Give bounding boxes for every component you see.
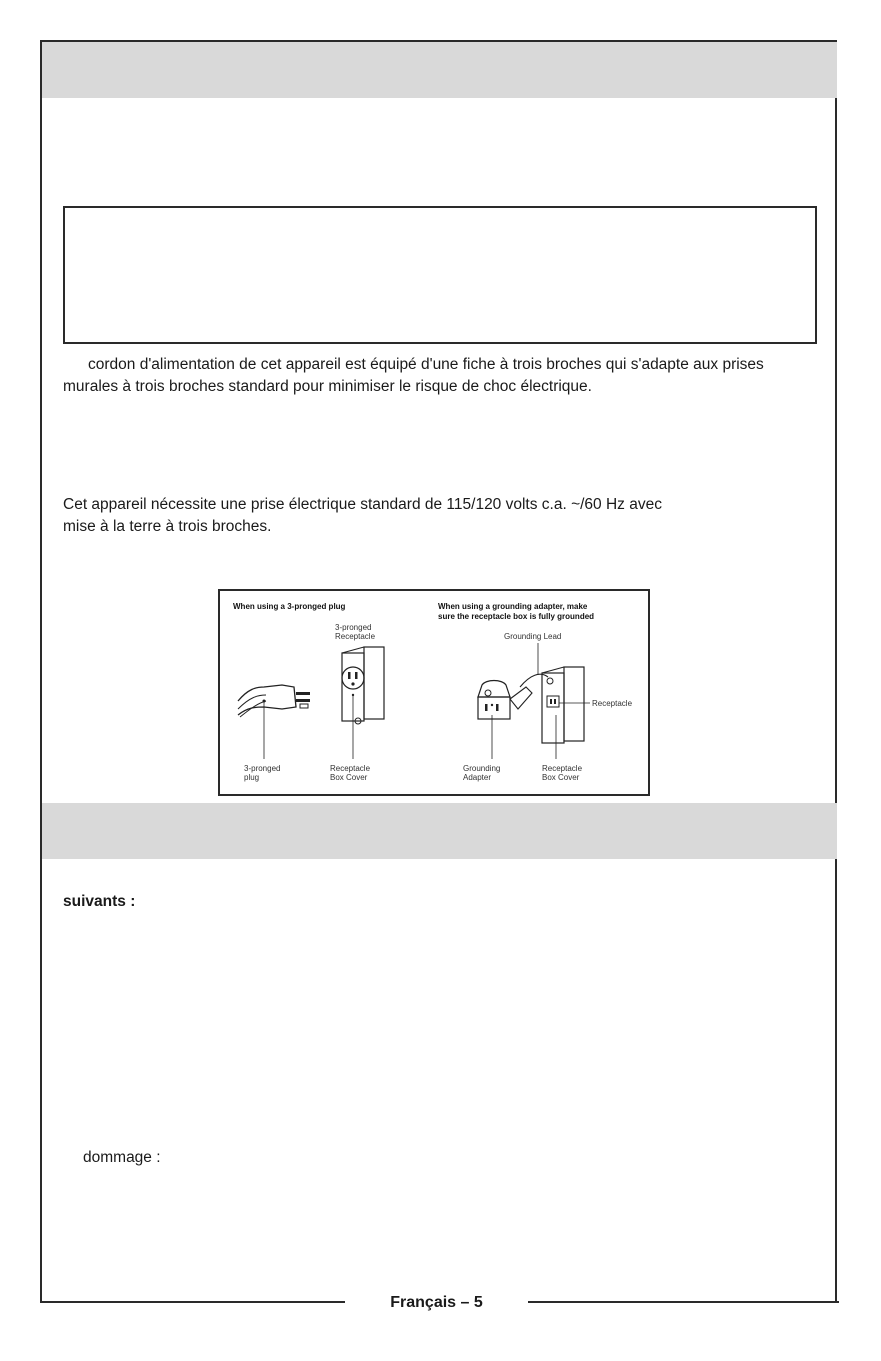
label-box-cover-left-line1: Receptacle [330, 764, 371, 773]
section-header-band [42, 42, 837, 98]
figure-right-heading-line1: When using a grounding adapter, make [438, 602, 588, 611]
frame-bottom-rule-left [40, 1301, 345, 1303]
frame-bottom-rule-right [528, 1301, 839, 1303]
cord-paragraph-line2: murales à trois broches standard pour minimiser le risque de choc électrique. [63, 378, 592, 395]
label-adapter-line2: Adapter [463, 773, 492, 782]
label-receptacle: Receptacle [592, 699, 633, 708]
grounding-diagram [218, 589, 650, 796]
label-adapter-line1: Grounding [463, 764, 501, 773]
outlet-paragraph-line1: Cet appareil nécessite une prise électrique standard de 115/120 volts c.a. ~/60 Hz avec [63, 496, 662, 513]
page-footer: Français – 5 [390, 1294, 483, 1311]
label-grounding-lead: Grounding Lead [504, 632, 562, 641]
label-box-cover-right-line2: Box Cover [542, 773, 580, 782]
suivants-label: suivants : [63, 893, 136, 910]
label-box-cover-left-line2: Box Cover [330, 773, 368, 782]
section-header-band [42, 803, 837, 859]
cord-paragraph-line1: cordon d'alimentation de cet appareil est équipé d'une fiche à trois broches qui s'adapte aux prises [88, 356, 764, 373]
figure-left-heading: When using a 3-pronged plug [233, 602, 346, 611]
label-3pronged-receptacle-line2: Receptacle [335, 632, 376, 641]
receptacle-box-left-icon [342, 647, 384, 759]
figure-right-heading-line2: sure the receptacle box is fully grounded [438, 612, 595, 621]
label-plug-line2: plug [244, 773, 260, 782]
label-plug-line1: 3-pronged [244, 764, 281, 773]
label-3pronged-receptacle-line1: 3-pronged [335, 623, 372, 632]
three-pronged-plug-icon [238, 685, 310, 759]
dommage-label: dommage : [83, 1149, 161, 1166]
label-box-cover-right-line1: Receptacle [542, 764, 583, 773]
receptacle-box-right-icon [542, 667, 590, 759]
warning-box [63, 206, 817, 344]
outlet-paragraph-line2: mise à la terre à trois broches. [63, 518, 272, 535]
